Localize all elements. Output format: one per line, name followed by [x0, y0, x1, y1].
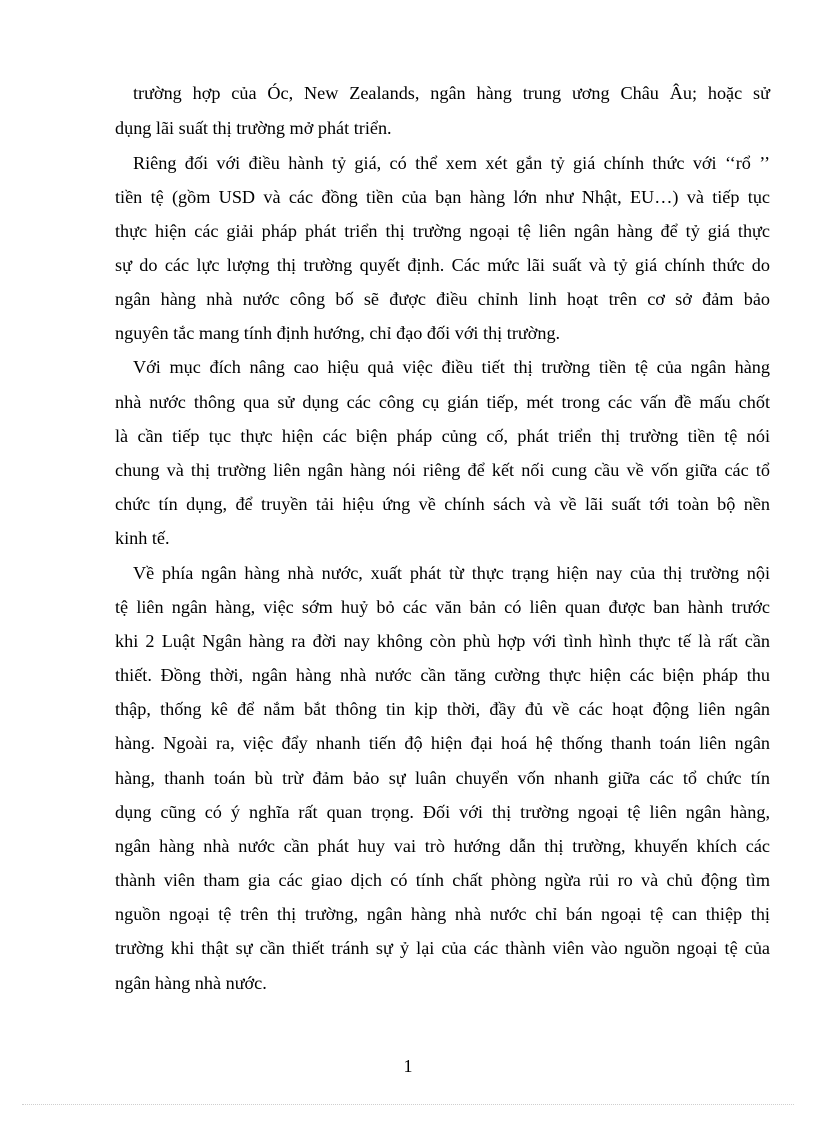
text-line: là cần tiếp tục thực hiện các biện pháp củng cố, phát triển thị trường tiền tệ nói: [115, 426, 770, 446]
text-line: thập, thống kê để nắm bắt thông tin kịp thời, đầy đủ về các hoạt động liên ngân: [115, 699, 770, 719]
text-line: trường khi thật sự cần thiết tránh sự ỷ lại của các thành viên vào nguồn ngoại tệ của: [115, 938, 770, 958]
text-line: tiền tệ (gồm USD và các đồng tiền của bạn hàng lớn như Nhật, EU…) và tiếp tục: [115, 187, 770, 207]
text-line: chung và thị trường liên ngân hàng nói riêng để kết nối cung cầu về vốn giữa các tổ: [115, 460, 770, 480]
text-line: tệ liên ngân hàng, việc sớm huỷ bỏ các văn bản có liên quan được ban hành trước: [115, 597, 770, 617]
text-line: ngân hàng nhà nước.: [115, 973, 267, 993]
text-line: chức tín dụng, để truyền tải hiệu ứng về chính sách và về lãi suất tới toàn bộ nền: [115, 494, 770, 514]
text-line: nguyên tắc mang tính định hướng, chỉ đạo đối với thị trường.: [115, 323, 561, 343]
text-line: Riêng đối với điều hành tỷ giá, có thể xem xét gắn tỷ giá chính thức với ‘‘rổ ’’: [133, 153, 770, 173]
text-line: hàng. Ngoài ra, việc đẩy nhanh tiến độ hiện đại hoá hệ thống thanh toán liên ngân: [115, 733, 770, 753]
text-line: nguồn ngoại tệ trên thị trường, ngân hàng nhà nước chỉ bán ngoại tệ can thiệp thị: [115, 904, 770, 924]
text-line: ngân hàng nhà nước cần phát huy vai trò hướng dẫn thị trường, khuyến khích các: [115, 836, 770, 856]
text-line: thực hiện các giải pháp phát triển thị trường ngoại tệ liên ngân hàng để tỷ giá thực: [115, 221, 770, 241]
text-line: hàng, thanh toán bù trừ đảm bảo sự luân chuyển vốn nhanh giữa các tổ chức tín: [115, 768, 770, 788]
text-line: ngân hàng nhà nước công bố sẽ được điều chỉnh linh hoạt trên cơ sở đảm bảo: [115, 289, 770, 309]
page-bottom-divider: [22, 1104, 794, 1105]
text-line: nhà nước thông qua sử dụng các công cụ gián tiếp, mét trong các vấn đề mấu chốt: [115, 392, 770, 412]
text-line: sự do các lực lượng thị trường quyết định. Các mức lãi suất và tỷ giá chính thức do: [115, 255, 770, 275]
text-line: dụng cũng có ý nghĩa rất quan trọng. Đối với thị trường ngoại tệ liên ngân hàng,: [115, 802, 770, 822]
page-number: 1: [403, 1056, 413, 1076]
text-line: trường hợp của Óc, New Zealands, ngân hàng trung ương Châu Âu; hoặc sử: [133, 83, 770, 103]
text-line: kinh tế.: [115, 528, 170, 548]
text-line: thiết. Đồng thời, ngân hàng nhà nước cần tăng cường thực hiện các biện pháp thu: [115, 665, 770, 685]
text-line: khi 2 Luật Ngân hàng ra đời nay không còn phù hợp với tình hình thực tế là rất cần: [115, 631, 770, 651]
text-line: Với mục đích nâng cao hiệu quả việc điều tiết thị trường tiền tệ của ngân hàng: [133, 357, 770, 377]
text-line: dụng lãi suất thị trường mở phát triển.: [115, 118, 392, 138]
text-line: thành viên tham gia các giao dịch có tính chất phòng ngừa rủi ro và chủ động tìm: [115, 870, 770, 890]
text-line: Về phía ngân hàng nhà nước, xuất phát từ thực trạng hiện nay của thị trường nội: [133, 563, 770, 583]
